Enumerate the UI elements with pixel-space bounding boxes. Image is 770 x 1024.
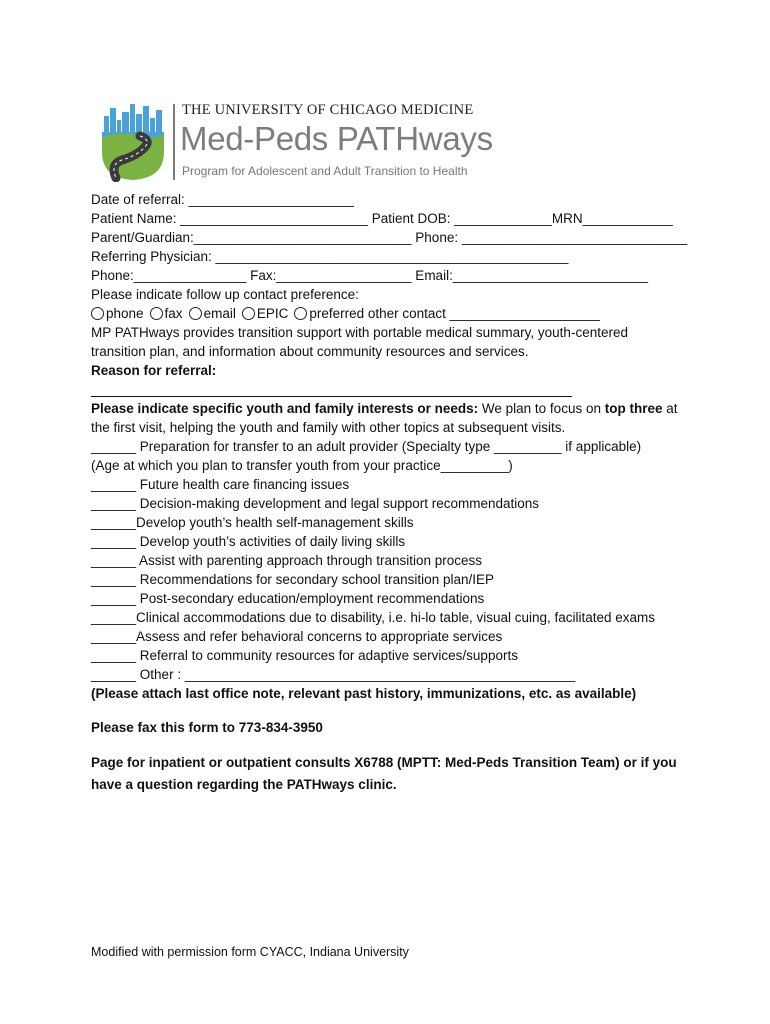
email-option-label: email (203, 306, 236, 321)
med-peds-pathways-logo (100, 102, 493, 182)
contact-fields[interactable]: Phone:_______________ Fax:__________________ Email:__________________________ (91, 268, 649, 283)
phone-option-label: phone (106, 306, 144, 321)
pathways-road-icon (100, 102, 166, 182)
preferred-other-radio[interactable] (294, 307, 307, 320)
intro-text-line-2: transition plan, and information about community resources and services. (91, 344, 529, 359)
checklist-item[interactable]: ______ Future health care financing issues (91, 477, 350, 492)
email-radio[interactable] (189, 307, 202, 320)
checklist-item[interactable]: ______Develop youth’s health self-management skills (91, 515, 414, 530)
checklist-item[interactable]: ______ Referral to community resources for adaptive services/supports (91, 648, 518, 663)
checklist-item[interactable]: ______ Post-secondary education/employment recommendations (91, 591, 485, 606)
page-note-line-1: Page for inpatient or outpatient consults X6788 (MPTT: Med-Peds Transition Team) or if you (91, 755, 677, 770)
date-of-referral-field[interactable]: Date of referral: ______________________ (91, 192, 354, 207)
phone-radio[interactable] (91, 307, 104, 320)
page-note-line-2: have a question regarding the PATHways clinic. (91, 777, 397, 792)
checklist-item[interactable]: (Age at which you plan to transfer youth from your practice_________) (91, 458, 513, 473)
patient-name-field[interactable]: Patient Name: _________________________ Patient DOB: _____________MRN____________ (91, 211, 673, 226)
interests-bold-text: Please indicate specific youth and family interests or needs: (91, 401, 479, 416)
reason-for-referral-line[interactable] (91, 396, 572, 397)
checklist-item[interactable]: ______ Preparation for transfer to an adult provider (Specialty type _________ if applicable) (91, 439, 642, 454)
attach-note: (Please attach last office note, relevant past history, immunizations, etc. as available) (91, 686, 637, 701)
referring-physician-field[interactable]: Referring Physician: _______________________________________________ (91, 249, 569, 264)
interests-heading (91, 400, 678, 418)
checklist-item[interactable]: ______ Recommendations for secondary school transition plan/IEP (91, 572, 494, 587)
checklist-item[interactable]: ______ Other : ____________________________________________________ (91, 667, 576, 682)
checklist-item[interactable]: ______ Develop youth’s activities of daily living skills (91, 534, 406, 549)
preferred-other-option-label[interactable]: preferred other contact ____________________ (309, 306, 600, 321)
logo-tagline: Program for Adolescent and Adult Transition to Health (182, 164, 468, 178)
intro-text-line-1: MP PATHways provides transition support with portable medical summary, youth-centered (91, 325, 628, 340)
logo-university-name: THE UNIVERSITY OF CHICAGO MEDICINE (182, 102, 474, 118)
logo-program-name: Med-Peds PATHways (180, 120, 493, 157)
interests-end-text: at (662, 401, 678, 416)
epic-option-label: EPIC (256, 306, 289, 321)
fax-radio[interactable] (150, 307, 163, 320)
fax-note: Please fax this form to 773-834-3950 (91, 720, 323, 735)
fax-option-label: fax (164, 306, 183, 321)
contact-preference-options (91, 305, 600, 323)
interests-line-2: the first visit, helping the youth and family with other topics at subsequent visits. (91, 420, 566, 435)
contact-preference-label: Please indicate follow up contact preference: (91, 287, 359, 302)
epic-radio[interactable] (242, 307, 255, 320)
checklist-item[interactable]: ______ Assist with parenting approach through transition process (91, 553, 482, 568)
checklist-item[interactable]: ______Clinical accommodations due to disability, i.e. hi-lo table, visual cuing, facilitated exams (91, 610, 656, 625)
footer-note: Modified with permission form CYACC, Indiana University (91, 945, 409, 959)
parent-guardian-field[interactable]: Parent/Guardian:_____________________________ Phone: ______________________________ (91, 230, 688, 245)
reason-for-referral-label: Reason for referral: (91, 363, 217, 378)
checklist-item[interactable]: ______ Decision-making development and legal support recommendations (91, 496, 540, 511)
top-three-text: top three (604, 401, 663, 416)
interests-mid-text: We plan to focus on (478, 401, 605, 416)
logo-divider (173, 104, 175, 180)
checklist-item[interactable]: ______Assess and refer behavioral concerns to appropriate services (91, 629, 503, 644)
